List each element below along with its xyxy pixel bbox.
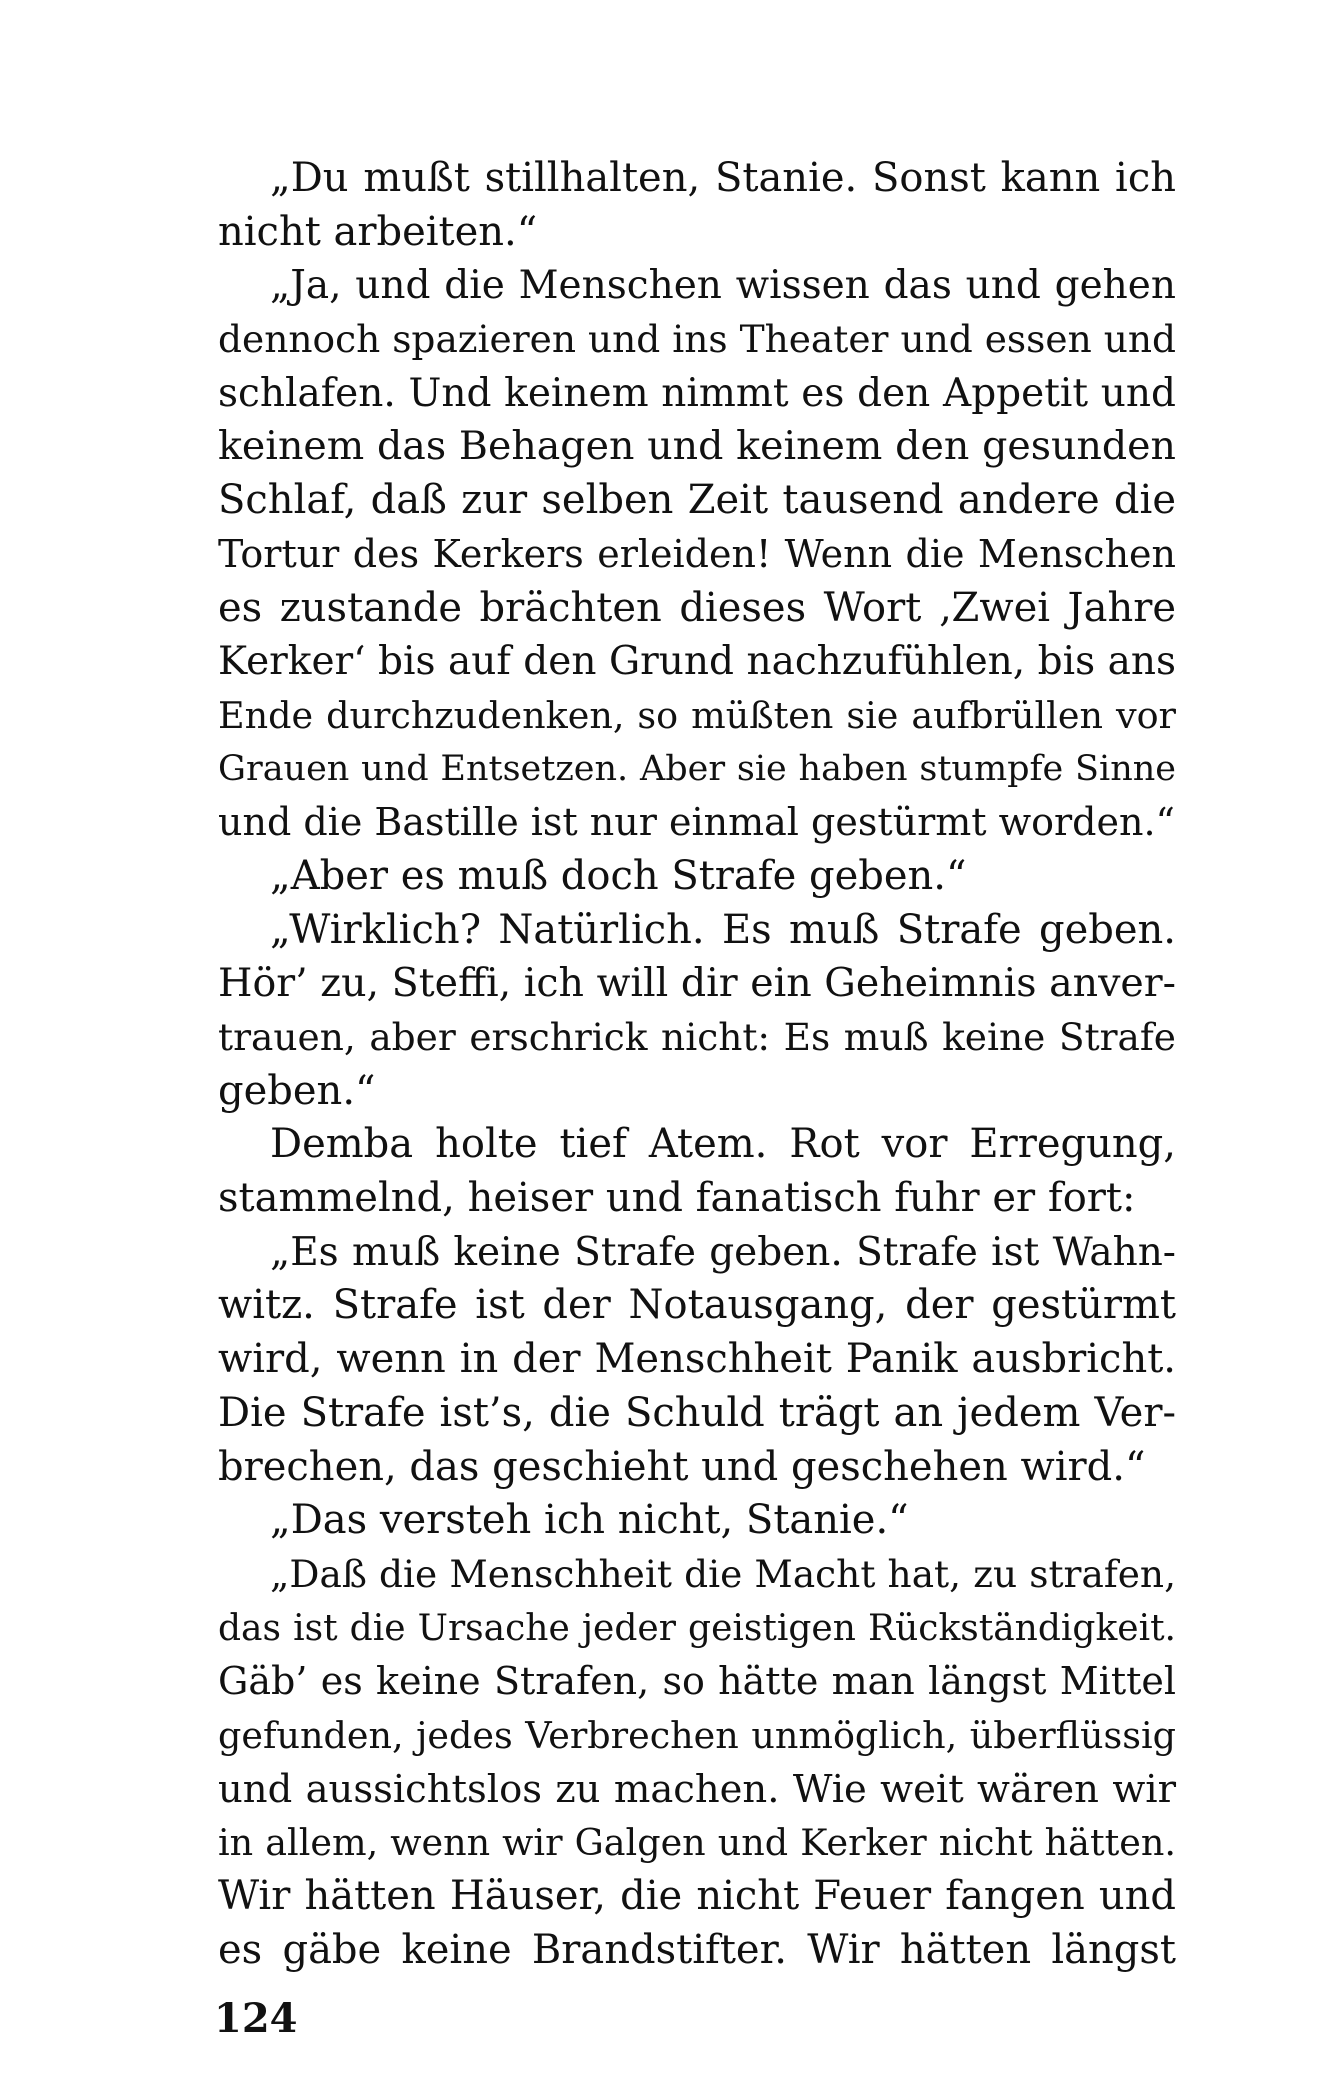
text-line: stammelnd, heiser und fanatisch fuhr er fort:	[218, 1175, 1136, 1222]
text-line: „Aber es muß doch Strafe geben.“	[270, 852, 967, 899]
text-line: Demba holte tief Atem. Rot vor Erregung,	[270, 1121, 1176, 1168]
text-line: gefunden, jedes Verbrechen unmöglich, überflüssig	[218, 1713, 1176, 1757]
text-line: Wir hätten Häuser, die nicht Feuer fangen und	[218, 1873, 1176, 1919]
text-line: „Daß die Menschheit die Macht hat, zu strafen,	[270, 1551, 1176, 1596]
text-line: nicht arbeiten.“	[218, 208, 538, 255]
text-line: Tortur des Kerkers erleiden! Wenn die Menschen	[218, 531, 1176, 576]
text-line: Grauen und Entsetzen. Aber sie haben stumpfe Sinne	[218, 748, 1176, 789]
text-line: witz. Strafe ist der Notausgang, der gestürmt	[218, 1282, 1176, 1329]
text-line: trauen, aber erschrick nicht: Es muß keine Strafe	[218, 1015, 1176, 1059]
text-line: es gäbe keine Brandstifter. Wir hätten längst	[218, 1926, 1176, 1973]
page-number: 124	[214, 1995, 298, 2042]
text-line: „Das versteh ich nicht, Stanie.“	[270, 1497, 909, 1544]
text-line: Schlaf, daß zur selben Zeit tausend andere die	[218, 477, 1176, 524]
text-line: Kerker‘ bis auf den Grund nachzufühlen, bis ans	[218, 639, 1176, 685]
text-line: Ende durchzudenken, so müßten sie aufbrüllen vor	[218, 693, 1176, 737]
text-line: geben.“	[218, 1067, 376, 1114]
text-line: „Wirklich? Natürlich. Es muß Strafe geben.	[270, 906, 1176, 953]
text-line: Hör’ zu, Steffi, ich will dir ein Geheimnis anver-	[218, 960, 1176, 1007]
text-line: „Es muß keine Strafe geben. Strafe ist Wahn-	[270, 1229, 1176, 1275]
text-line: brechen, das geschieht und geschehen wird.“	[218, 1443, 1146, 1490]
text-line: Die Strafe ist’s, die Schuld trägt an jedem Ver-	[218, 1389, 1176, 1436]
body-text	[218, 152, 1176, 1977]
text-line: dennoch spazieren und ins Theater und essen und	[218, 317, 1176, 362]
text-line: in allem, wenn wir Galgen und Kerker nicht hätten.	[218, 1821, 1176, 1865]
text-line: es zustande brächten dieses Wort ‚Zwei Jahre	[218, 584, 1176, 631]
text-line: Gäb’ es keine Strafen, so hätte man längst Mittel	[218, 1659, 1176, 1704]
text-line: das ist die Ursache jeder geistigen Rückständigkeit.	[218, 1607, 1176, 1649]
text-line: „Du mußt stillhalten, Stanie. Sonst kann ich	[270, 155, 1176, 201]
text-line: schlafen. Und keinem nimmt es den Appetit und	[218, 370, 1176, 416]
text-line: keinem das Behagen und keinem den gesunden	[218, 423, 1176, 470]
text-line: wird, wenn in der Menschheit Panik ausbricht.	[218, 1336, 1176, 1383]
text-line: „Ja, und die Menschen wissen das und gehen	[270, 263, 1176, 309]
text-line: und die Bastille ist nur einmal gestürmt worden.“	[218, 800, 1175, 845]
text-line: und aussichtslos zu machen. Wie weit wären wir	[218, 1766, 1176, 1812]
